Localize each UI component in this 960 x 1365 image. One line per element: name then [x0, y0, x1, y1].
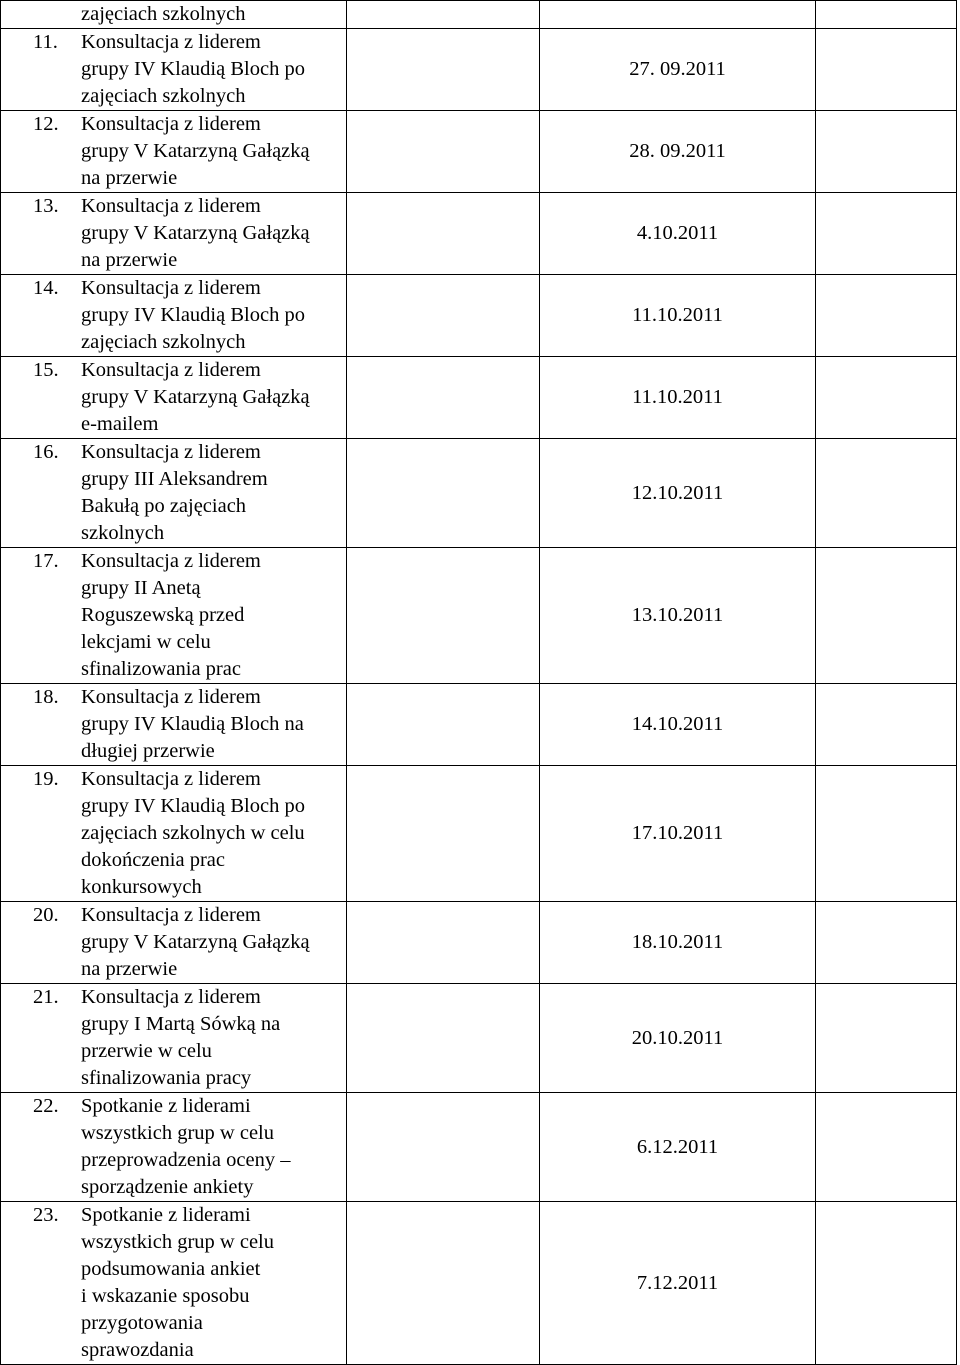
row-number: 22.: [33, 1095, 59, 1117]
row-number: 20.: [33, 904, 59, 926]
activity-cell: [1, 684, 347, 766]
date-text: 27. 09.2011: [629, 58, 726, 80]
empty-cell: [816, 548, 957, 684]
date-text: 11.10.2011: [632, 386, 723, 408]
description-line: grupy IV Klaudią Bloch po: [81, 304, 305, 326]
description-line: Konsultacja z liderem: [81, 113, 261, 135]
activity-description: [1, 29, 346, 110]
description-line: e-mailem: [81, 413, 159, 435]
empty-cell: [816, 1202, 957, 1365]
description-line: sporządzenie ankiety: [81, 1176, 254, 1198]
row-number: 19.: [33, 768, 59, 790]
table-row: [1, 29, 957, 111]
date-text: 7.12.2011: [636, 1271, 719, 1294]
empty-cell: [816, 1093, 957, 1202]
row-number: 15.: [33, 359, 59, 381]
description-line: dokończenia prac: [81, 849, 225, 871]
activity-cell: [1, 1093, 347, 1202]
date-cell: [540, 1202, 816, 1365]
activity-cell: [1, 111, 347, 193]
date-cell: [540, 275, 816, 357]
row-number: 17.: [33, 550, 59, 572]
description-line: grupy V Katarzyną Gałązką: [81, 931, 310, 953]
empty-cell: [347, 1202, 540, 1365]
empty-cell: [816, 439, 957, 548]
description-line: grupy III Aleksandrem: [81, 468, 268, 490]
date-text: 11.10.2011: [632, 304, 723, 326]
empty-cell: [816, 984, 957, 1093]
table-row: [1, 766, 957, 902]
description-line: sfinalizowania prac: [81, 658, 241, 680]
empty-cell: [347, 275, 540, 357]
description-line: przygotowania: [81, 1312, 203, 1334]
row-number: 12.: [33, 113, 59, 135]
date-cell: [540, 984, 816, 1093]
description-line: grupy V Katarzyną Gałązką: [81, 386, 310, 408]
description-line: grupy V Katarzyną Gałązką: [81, 140, 310, 162]
description-line: zajęciach szkolnych: [81, 85, 246, 107]
date-text: 6.12.2011: [636, 1135, 719, 1158]
empty-cell: [816, 193, 957, 275]
empty-cell: [347, 29, 540, 111]
empty-cell: [816, 357, 957, 439]
activity-cell: [1, 357, 347, 439]
activity-description: [1, 193, 346, 274]
table-row: [1, 1093, 957, 1202]
description-line: Konsultacja z liderem: [81, 31, 261, 53]
activity-description: [1, 684, 346, 765]
date-text: 12.10.2011: [631, 481, 724, 504]
empty-cell: [816, 1, 957, 29]
table-row-continuation: [1, 1, 957, 29]
date-text: 14.10.2011: [631, 713, 724, 735]
description-line: Konsultacja z liderem: [81, 359, 261, 381]
description-line: grupy IV Klaudią Bloch po: [81, 795, 305, 817]
date-cell: [540, 111, 816, 193]
table-row: [1, 439, 957, 548]
activity-cell: [1, 984, 347, 1093]
description-line: na przerwie: [81, 249, 178, 271]
empty-cell: [347, 1093, 540, 1202]
description-line: grupy IV Klaudią Bloch na: [81, 713, 304, 735]
activity-description: [1, 548, 346, 683]
description-line: grupy IV Klaudią Bloch po: [81, 58, 305, 80]
description-line: Spotkanie z liderami: [81, 1095, 251, 1117]
description-line: zajęciach szkolnych: [81, 3, 246, 25]
table-row: [1, 275, 957, 357]
activity-cell: [1, 193, 347, 275]
activity-description: [1, 1093, 346, 1201]
empty-cell: [816, 684, 957, 766]
date-cell: [540, 548, 816, 684]
row-number: 21.: [33, 986, 59, 1008]
description-line: Spotkanie z liderami: [81, 1204, 251, 1226]
description-line: sfinalizowania pracy: [81, 1067, 252, 1089]
date-text: 13.10.2011: [631, 604, 724, 626]
empty-cell: [347, 439, 540, 548]
row-number: 11.: [33, 31, 58, 53]
description-line: grupy I Martą Sówką na: [81, 1013, 281, 1035]
description-line: zajęciach szkolnych: [81, 331, 246, 353]
description-line: Konsultacja z liderem: [81, 686, 261, 708]
table-row: [1, 548, 957, 684]
description-line: zajęciach szkolnych w celu: [81, 822, 305, 844]
table-row: [1, 1202, 957, 1365]
description-line: grupy V Katarzyną Gałązką: [81, 222, 310, 244]
date-cell: [540, 766, 816, 902]
date-text: 4.10.2011: [636, 222, 719, 244]
table-row: [1, 984, 957, 1093]
description-line: Konsultacja z liderem: [81, 195, 261, 217]
empty-cell: [347, 902, 540, 984]
activity-description: [1, 275, 346, 356]
row-number: 18.: [33, 686, 59, 708]
date-cell: [540, 439, 816, 548]
empty-cell: [816, 902, 957, 984]
date-cell: [540, 1093, 816, 1202]
description-line: i wskazanie sposobu: [81, 1285, 250, 1307]
activity-cell: [1, 766, 347, 902]
description-line: lekcjami w celu: [81, 631, 211, 653]
description-line: Bakułą po zajęciach: [81, 495, 247, 517]
activity-description: [1, 1, 346, 28]
description-line: wszystkich grup w celu: [81, 1231, 274, 1253]
date-cell: [540, 193, 816, 275]
description-line: szkolnych: [81, 522, 165, 544]
date-cell: [540, 684, 816, 766]
description-line: podsumowania ankiet: [81, 1258, 261, 1280]
table-row: [1, 357, 957, 439]
date-text: 28. 09.2011: [629, 140, 726, 162]
empty-cell: [347, 1, 540, 29]
empty-cell: [347, 766, 540, 902]
date-text: 20.10.2011: [631, 1026, 724, 1049]
description-line: sprawozdania: [81, 1339, 194, 1361]
description-line: Konsultacja z liderem: [81, 904, 261, 926]
table-row: [1, 902, 957, 984]
date-cell: [540, 357, 816, 439]
description-line: Konsultacja z liderem: [81, 441, 261, 463]
activity-description: [1, 439, 346, 547]
activity-cell: [1, 1, 347, 29]
description-line: Konsultacja z liderem: [81, 986, 261, 1008]
description-line: na przerwie: [81, 167, 178, 189]
description-line: długiej przerwie: [81, 740, 215, 762]
activity-description: [1, 902, 346, 983]
date-text: 18.10.2011: [631, 931, 724, 953]
row-number: 14.: [33, 277, 59, 299]
row-number: 13.: [33, 195, 59, 217]
empty-cell: [816, 275, 957, 357]
description-line: Roguszewską przed: [81, 604, 245, 626]
empty-cell: [347, 111, 540, 193]
activity-description: [1, 111, 346, 192]
description-line: przerwie w celu: [81, 1040, 212, 1062]
empty-cell: [347, 193, 540, 275]
activity-description: [1, 357, 346, 438]
activity-cell: [1, 1202, 347, 1365]
empty-cell: [816, 766, 957, 902]
empty-cell: [347, 357, 540, 439]
description-line: na przerwie: [81, 958, 178, 980]
activity-description: [1, 1202, 346, 1364]
activity-cell: [1, 548, 347, 684]
description-line: Konsultacja z liderem: [81, 277, 261, 299]
description-line: Konsultacja z liderem: [81, 550, 261, 572]
table-row: [1, 684, 957, 766]
empty-cell: [347, 548, 540, 684]
activity-description: [1, 984, 346, 1092]
empty-cell: [347, 684, 540, 766]
date-cell: [540, 902, 816, 984]
date-cell: [540, 1, 816, 29]
row-number: 23.: [33, 1204, 59, 1226]
description-line: Konsultacja z liderem: [81, 768, 261, 790]
description-line: grupy II Anetą: [81, 577, 201, 599]
description-line: wszystkich grup w celu: [81, 1122, 274, 1144]
date-text: 17.10.2011: [631, 822, 724, 844]
activity-cell: [1, 29, 347, 111]
description-line: konkursowych: [81, 876, 202, 898]
table-row: [1, 111, 957, 193]
date-cell: [540, 29, 816, 111]
empty-cell: [347, 984, 540, 1093]
row-number: 16.: [33, 441, 59, 463]
table-body: [1, 1, 957, 1365]
empty-cell: [816, 29, 957, 111]
description-line: przeprowadzenia oceny –: [81, 1149, 291, 1171]
activity-description: [1, 766, 346, 901]
activity-cell: [1, 275, 347, 357]
activity-cell: [1, 902, 347, 984]
activity-cell: [1, 439, 347, 548]
table-row: [1, 193, 957, 275]
empty-cell: [816, 111, 957, 193]
